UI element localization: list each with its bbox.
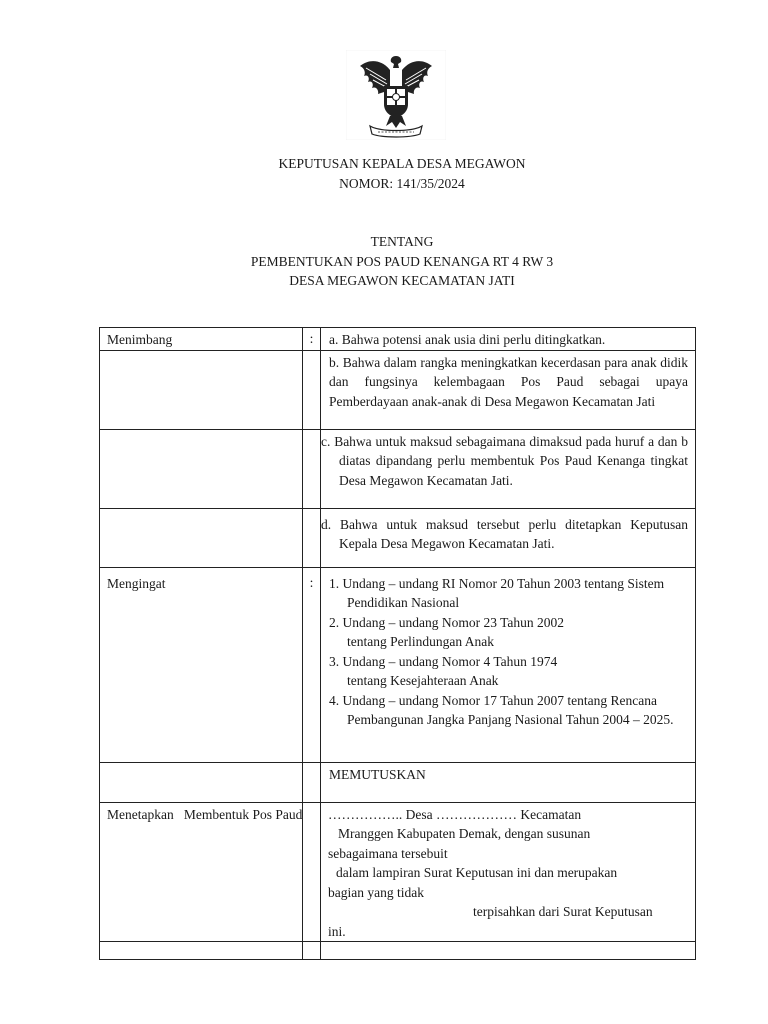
subject-line-1: PEMBENTUKAN POS PAUD KENANGA RT 4 RW 3 (250, 254, 554, 269)
menimbang-item-a: a. Bahwa potensi anak usia dini perlu ditingkatkan. (329, 332, 606, 347)
decision-line: bagian yang tidak (328, 884, 424, 900)
garuda-emblem-icon (346, 50, 446, 140)
table-row (100, 802, 696, 942)
subject-line-2: DESA MEGAWON KECAMATAN JATI (289, 273, 515, 288)
table-row (100, 942, 696, 960)
table-row (100, 350, 696, 429)
mengingat-label: Mengingat (107, 575, 166, 591)
about-heading: TENTANG (370, 234, 434, 249)
menimbang-label: Menimbang (107, 332, 173, 347)
menimbang-item-c: c. Bahwa untuk maksud sebagaimana dimaksud pada huruf a dan b diatas dipandang perlu membentuk Pos Paud Kenanga tingkat Desa Megawon Kecamatan Jati. (321, 433, 688, 488)
table-row (100, 328, 696, 351)
decree-number: NOMOR: 141/35/2024 (339, 176, 465, 191)
decision-line: …………….. Desa ……………… Kecamatan (328, 806, 582, 822)
decision-line: Mranggen Kabupaten Demak, dengan susunan (338, 826, 591, 841)
mengingat-item-3: 3. Undang – undang Nomor 4 Tahun 1974 tentang Kesejahteraan Anak (329, 653, 558, 688)
mengingat-item-2: 2. Undang – undang Nomor 23 Tahun 2002 tentang Perlindungan Anak (329, 614, 565, 649)
decision-line: terpisahkan dari Surat Keputusan (473, 904, 653, 919)
menimbang-item-d: d. Bahwa untuk maksud tersebut perlu ditetapkan Keputusan Kepala Desa Megawon Kecamatan Jati. (321, 516, 688, 551)
table-row (100, 762, 696, 802)
table-row (100, 567, 696, 762)
mengingat-item-1: 1. Undang – undang RI Nomor 20 Tahun 2003 tentang Sistem Pendidikan Nasional (329, 575, 665, 610)
menetapkan-subject: Membentuk Pos Paud (183, 806, 303, 822)
table-row (100, 429, 696, 508)
decision-line: sebagaimana tersebuit (328, 845, 448, 861)
colon: : (309, 574, 314, 590)
table-row (100, 508, 696, 567)
decision-line: dalam lampiran Surat Keputusan ini dan merupakan (336, 865, 618, 880)
decision-line: ini. (328, 923, 346, 939)
menimbang-item-b: b. Bahwa dalam rangka meningkatkan kecerdasan para anak didik dan fungsinya kelembagaan Pos Paud sebagai upaya Pemberdayaan anak-anak di Desa Megawon Kecamatan Jati (329, 354, 688, 409)
memutuskan-heading: MEMUTUSKAN (329, 766, 426, 782)
menetapkan-label: Menetapkan (107, 806, 174, 822)
colon: : (309, 331, 314, 346)
decree-table (99, 327, 696, 960)
mengingat-item-4: 4. Undang – undang Nomor 17 Tahun 2007 tentang Rencana Pembangunan Jangka Panjang Nasional Tahun 2004 – 2025. (329, 692, 674, 727)
decree-title: KEPUTUSAN KEPALA DESA MEGAWON (278, 156, 526, 171)
